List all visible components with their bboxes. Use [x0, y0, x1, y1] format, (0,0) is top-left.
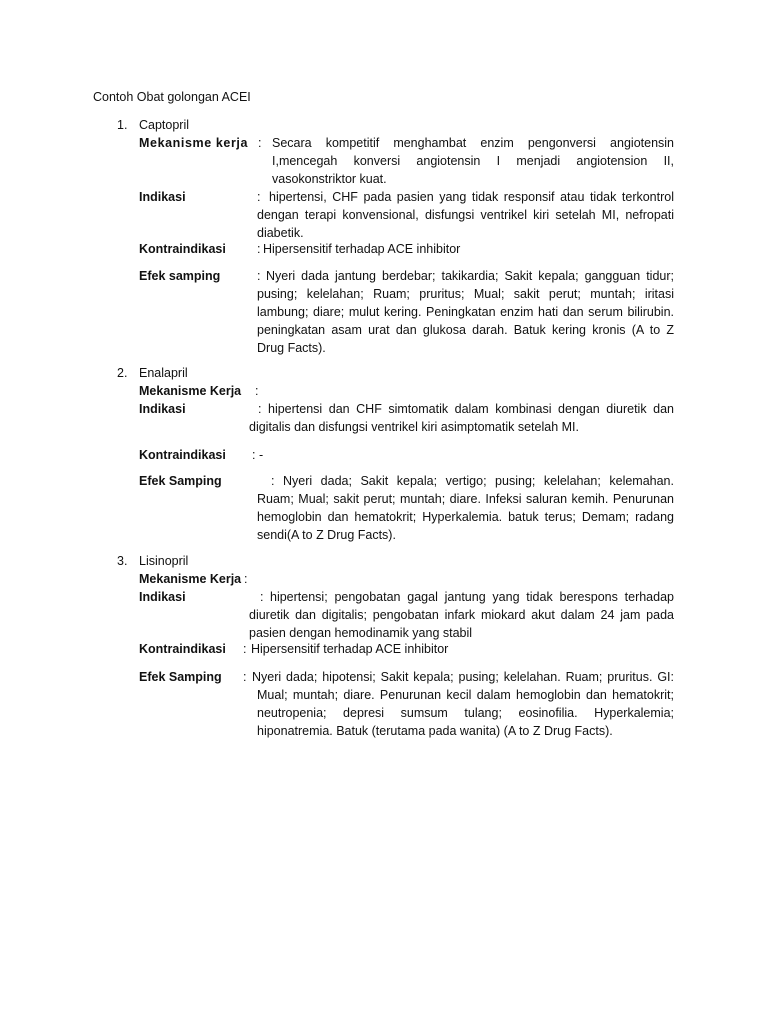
drug-name: Lisinopril — [139, 554, 189, 568]
field-text: Nyeri dada jantung berdebar; takikardia; Sakit kepala; gangguan tidur; pusing; kelelahan; Ruam; pruritus; Mual; sakit perut; muntah; iritasi lambung; diare; mulut kering. Peningkatan enzim hati dan serum bilirubin. peningkatan asam urat dan glukosa darah. Batuk kering kronis (A to Z Drug Facts). — [257, 269, 674, 355]
field-colon: : — [258, 402, 262, 416]
field-colon: : — [257, 190, 261, 204]
field-colon: : — [257, 242, 261, 256]
field-label: Efek Samping — [139, 670, 222, 684]
field-colon: : — [257, 269, 261, 283]
field-colon: : — [244, 572, 248, 586]
drug-name: Enalapril — [139, 366, 188, 380]
item-number: 2. — [117, 366, 128, 380]
field-label: Kontraindikasi — [139, 448, 226, 462]
field-label: Efek samping — [139, 269, 221, 283]
field-colon: : — [243, 670, 247, 684]
field-text: Secara kompetitif menghambat enzim pengonversi angiotensin I,mencegah konversi angiotensin I menjadi angiotension II, vasokonstriktor kuat. — [272, 136, 674, 186]
field-label: Indikasi — [139, 590, 186, 604]
field-label: Kontraindikasi — [139, 642, 226, 656]
field-text: Hipersensitif terhadap ACE inhibitor — [263, 242, 461, 256]
field-text: hipertensi; pengobatan gagal jantung yang tidak berespons terhadap diuretik dan digitalis; pengobatan infark miokard akut dalam 24 jam pada pasien dengan hemodinamik yang stabil — [249, 590, 674, 640]
field-label: Indikasi — [139, 190, 186, 204]
field-text: hipertensi, CHF pada pasien yang tidak responsif atau tidak terkontrol dengan terapi konvensional, disfungsi ventrikel kiri setelah MI, nefropati diabetik. — [257, 190, 674, 240]
item-number: 3. — [117, 554, 128, 568]
field-label: Mekanisme Kerja — [139, 384, 242, 398]
field-label: Efek Samping — [139, 474, 222, 488]
drug-name: Captopril — [139, 118, 190, 132]
field-text: hipertensi dan CHF simtomatik dalam kombinasi dengan diuretik dan digitalis dan disfungsi ventrikel kiri asimptomatik setelah MI. — [249, 402, 674, 434]
field-label: Kontraindikasi — [139, 242, 226, 256]
field-colon: : — [260, 590, 264, 604]
field-colon: : — [271, 474, 275, 488]
field-text: Nyeri dada; hipotensi; Sakit kepala; pusing; kelelahan. Ruam; pruritus. GI: Mual; muntah; diare. Penurunan kecil dalam hemoglobin dan hematokrit; neutropenia; depresi sumsum tulang; eosinofilia. Hyperkalemia; hiponatremia. Batuk (terutama pada wanita) (A to Z Drug Facts). — [252, 670, 674, 738]
field-label: Mekanisme kerja — [139, 136, 249, 150]
field-label: Indikasi — [139, 402, 186, 416]
item-number: 1. — [117, 118, 128, 132]
field-colon: : — [243, 642, 247, 656]
field-colon: : - — [252, 448, 264, 462]
field-colon: : — [255, 384, 259, 398]
field-text: Nyeri dada; Sakit kepala; vertigo; pusing; kelelahan; kelemahan. Ruam; Mual; sakit perut; muntah; diare. Infeksi saluran kemih. Penurunan hemoglobin dan hematokrit; Hyperkalemia. batuk terus; Demam; radang sendi(A to Z Drug Facts). — [257, 474, 674, 542]
field-colon: : — [258, 136, 262, 150]
field-label: Mekanisme Kerja — [139, 572, 242, 586]
field-text: Hipersensitif terhadap ACE inhibitor — [251, 642, 449, 656]
document-title: Contoh Obat golongan ACEI — [93, 90, 251, 104]
